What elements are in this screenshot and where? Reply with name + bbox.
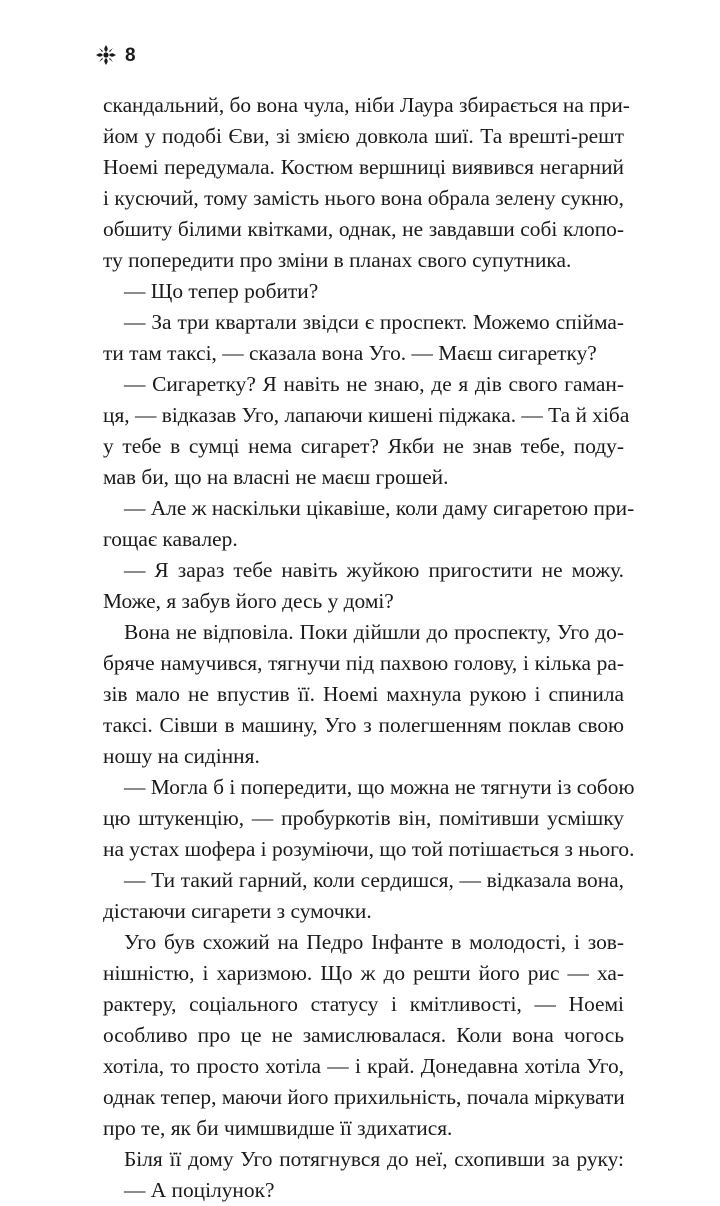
text-line: Ноемі передумала. Костюм вершниці виявився негарний (103, 155, 624, 179)
text-line: — А поцілунок? (124, 1178, 275, 1202)
text-line: і кусючий, тому замість нього вона обрала зелену сукню, (103, 186, 624, 210)
text-line: цю штукенцію, — пробуркотів він, помітивши усмішку (103, 806, 624, 830)
page-number: 8 (125, 44, 136, 66)
text-line: про те, як би чимшвидше її здихатися. (103, 1116, 453, 1140)
text-line: — Але ж наскільки цікавіше, коли даму сигаретою при- (124, 496, 635, 520)
text-line: Уго був схожий на Педро Інфанте в молодості, і зов- (124, 930, 624, 954)
text-line: особливо про це не замислювалася. Коли вона чогось (103, 1023, 624, 1047)
text-line: ту попередити про зміни в планах свого супутника. (103, 248, 572, 272)
page-header (95, 40, 136, 70)
text-line: на устах шофера і розуміючи, що той потішається з нього. (103, 837, 635, 861)
text-line: ти там таксі, — сказала вона Уго. — Маєш сигаретку? (103, 341, 597, 365)
body-text (103, 90, 635, 1206)
text-line: — Що тепер робити? (124, 279, 319, 303)
text-line: — Могла б і попередити, що можна не тягнути із собою (124, 775, 635, 799)
text-line: рактеру, соціального статусу і кмітливості, — Ноемі (103, 992, 624, 1016)
text-line: Біля її дому Уго потягнувся до неї, схопивши за руку: (124, 1147, 624, 1171)
text-line: зів мало не впустив її. Ноемі махнула рукою і спинила (103, 682, 624, 706)
text-line: обшиту білими квітками, однак, не завдавши собі клопо- (103, 217, 624, 241)
text-line: — За три квартали звідси є проспект. Можемо спійма- (124, 310, 624, 334)
fleuron-icon (95, 44, 117, 66)
text-line: скандальний, бо вона чула, ніби Лаура збирається на при- (103, 93, 630, 117)
text-line: Може, я забув його десь у домі? (103, 589, 394, 613)
text-line: — Ти такий гарний, коли сердишся, — відказала вона, (124, 868, 624, 892)
text-line: бряче намучився, тягнучи під пахвою голову, і кілька ра- (103, 651, 624, 675)
text-line: ця, — відказав Уго, лапаючи кишені піджака. — Та й хіба (103, 403, 630, 427)
text-line: — Сигаретку? Я навіть не знаю, де я дів свого гаман- (124, 372, 624, 396)
text-line: таксі. Сівши в машину, Уго з полегшенням поклав свою (103, 713, 624, 737)
text-line: мав би, що на власні не маєш грошей. (103, 465, 449, 489)
text-line: у тебе в сумці нема сигарет? Якби не знав тебе, поду- (103, 434, 624, 458)
text-line: хотіла, то просто хотіла — і край. Донедавна хотіла Уго, (103, 1054, 624, 1078)
text-line: Вона не відповіла. Поки дійшли до проспекту, Уго до- (124, 620, 624, 644)
text-line: нішністю, і харизмою. Що ж до решти його рис — ха- (103, 961, 624, 985)
text-line: гощає кавалер. (103, 527, 238, 551)
text-line: — Я зараз тебе навіть жуйкою пригостити не можу. (124, 558, 624, 582)
text-line: ношу на сидіння. (103, 744, 260, 768)
text-line: однак тепер, маючи його прихильність, почала міркувати (103, 1085, 625, 1109)
text-line: йом у подобі Єви, зі змією довкола шиї. Та врешті-решт (103, 124, 624, 148)
text-line: дістаючи сигарети з сумочки. (103, 899, 372, 923)
